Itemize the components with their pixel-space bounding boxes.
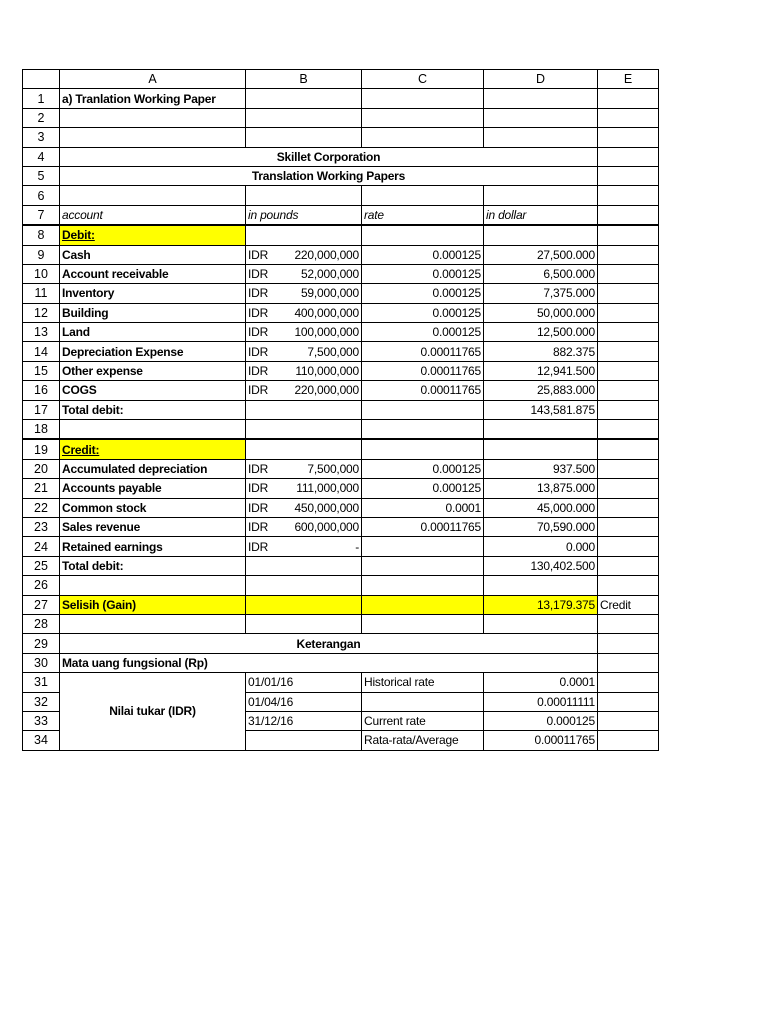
gain-label-cell[interactable]: Selisih (Gain) [60, 595, 246, 614]
amount-cell[interactable] [246, 381, 362, 400]
dollar-cell[interactable]: 12,941.500 [484, 361, 598, 380]
currency-code: IDR [248, 325, 269, 340]
cell[interactable] [598, 439, 659, 459]
sheet-row [23, 420, 659, 440]
row-number[interactable]: 16 [23, 381, 60, 400]
cell[interactable] [598, 225, 659, 245]
account-row [23, 303, 659, 322]
row-number[interactable]: 22 [23, 498, 60, 517]
rate-cell[interactable]: 0.00011765 [362, 517, 484, 536]
cell[interactable] [598, 634, 659, 653]
header-rate[interactable]: rate [362, 205, 484, 225]
cell[interactable] [246, 89, 362, 108]
dollar-cell[interactable]: 6,500.000 [484, 264, 598, 283]
sheet-row [23, 147, 659, 166]
cell[interactable] [484, 576, 598, 595]
sheet-row [23, 634, 659, 653]
debit-rows [23, 245, 659, 400]
cell[interactable] [598, 420, 659, 440]
company-name-cell[interactable]: Skillet Corporation [60, 147, 598, 166]
amount-value: 220,000,000 [294, 247, 359, 262]
amount-cell[interactable] [246, 264, 362, 283]
sheet-row [23, 186, 659, 205]
cell[interactable] [362, 556, 484, 575]
rate-cell[interactable]: 0.000125 [362, 245, 484, 264]
cell[interactable] [246, 186, 362, 205]
dollar-cell[interactable]: 45,000.000 [484, 498, 598, 517]
account-name-cell[interactable]: Building [60, 303, 246, 322]
row-number[interactable]: 31 [23, 673, 60, 692]
total-debit-value[interactable]: 143,581.875 [484, 400, 598, 419]
amount-cell[interactable] [246, 323, 362, 342]
functional-currency-cell[interactable]: Mata uang fungsional (Rp) [60, 653, 598, 672]
rate-value-cell[interactable]: 0.00011765 [484, 731, 598, 750]
row-number[interactable]: 13 [23, 323, 60, 342]
account-name-cell[interactable]: Sales revenue [60, 517, 246, 536]
row-number[interactable]: 12 [23, 303, 60, 322]
rate-cell[interactable]: 0.00011765 [362, 381, 484, 400]
account-row [23, 517, 659, 536]
sheet-row [23, 653, 659, 672]
sheet-row [23, 89, 659, 108]
currency-code: IDR [248, 462, 269, 476]
rate-cell[interactable] [362, 537, 484, 556]
cell[interactable] [362, 128, 484, 147]
dollar-cell[interactable]: 27,500.000 [484, 245, 598, 264]
row-number[interactable]: 18 [23, 420, 60, 440]
cell[interactable] [598, 108, 659, 127]
currency-code: IDR [248, 520, 269, 535]
amount-wrap [248, 323, 359, 341]
amount-cell[interactable] [246, 517, 362, 536]
cell[interactable] [246, 556, 362, 575]
cell[interactable] [598, 400, 659, 419]
row-number[interactable]: 4 [23, 147, 60, 166]
account-name-cell[interactable]: Retained earnings [60, 537, 246, 556]
cell[interactable] [484, 614, 598, 633]
header-account[interactable]: account [60, 205, 246, 225]
account-row [23, 361, 659, 380]
col-header-c[interactable]: C [362, 70, 484, 89]
cell[interactable] [60, 128, 246, 147]
currency-code: IDR [248, 286, 269, 301]
row-number[interactable]: 8 [23, 225, 60, 245]
amount-cell[interactable] [246, 284, 362, 303]
account-row [23, 479, 659, 498]
cell[interactable] [484, 128, 598, 147]
col-header-a[interactable]: A [60, 70, 246, 89]
row-number[interactable]: 33 [23, 711, 60, 730]
cell[interactable] [484, 89, 598, 108]
dollar-cell[interactable]: 7,375.000 [484, 284, 598, 303]
amount-wrap [248, 265, 359, 283]
gain-value-cell[interactable]: 13,179.375 [484, 595, 598, 614]
amount-wrap [248, 479, 359, 497]
currency-code: IDR [248, 500, 269, 515]
cell[interactable] [246, 128, 362, 147]
account-row [23, 381, 659, 400]
cell[interactable] [246, 420, 362, 440]
amount-cell[interactable] [246, 479, 362, 498]
sheet-row [23, 556, 659, 575]
account-name-cell[interactable]: Cash [60, 245, 246, 264]
row-number[interactable]: 21 [23, 479, 60, 498]
cell[interactable] [362, 439, 484, 459]
amount-value: 450,000,000 [294, 500, 359, 515]
credit-rows [23, 459, 659, 556]
amount-value: 7,500,000 [307, 462, 359, 476]
amount-cell[interactable] [246, 537, 362, 556]
gain-side-cell[interactable]: Credit [598, 595, 659, 614]
row-number[interactable]: 20 [23, 459, 60, 478]
cell[interactable] [598, 537, 659, 556]
dollar-cell[interactable]: 50,000.000 [484, 303, 598, 322]
debit-label-cell[interactable]: Debit: [60, 225, 246, 245]
cell[interactable] [598, 673, 659, 692]
dollar-cell[interactable]: 882.375 [484, 342, 598, 361]
row-number[interactable]: 2 [23, 108, 60, 127]
amount-value: 600,000,000 [294, 520, 359, 535]
amount-value: 52,000,000 [300, 267, 359, 282]
row-number[interactable]: 23 [23, 517, 60, 536]
rate-cell[interactable]: 0.000125 [362, 479, 484, 498]
cell[interactable] [598, 517, 659, 536]
rate-cell[interactable]: 0.000125 [362, 459, 484, 478]
amount-wrap [248, 538, 359, 556]
cell[interactable] [362, 89, 484, 108]
row-number[interactable]: 29 [23, 634, 60, 653]
rate-cell[interactable]: 0.00011765 [362, 361, 484, 380]
amount-value: - [355, 539, 359, 554]
row-number[interactable]: 10 [23, 264, 60, 283]
amount-wrap [248, 362, 359, 380]
rate-cell[interactable]: 0.000125 [362, 264, 484, 283]
account-row [23, 459, 659, 478]
account-name-cell[interactable]: Other expense [60, 361, 246, 380]
dollar-cell[interactable]: 13,875.000 [484, 479, 598, 498]
cell[interactable] [598, 147, 659, 166]
amount-wrap [248, 381, 359, 399]
cell[interactable] [60, 108, 246, 127]
amount-wrap [248, 343, 359, 361]
amount-value: 100,000,000 [294, 325, 359, 340]
row-number[interactable]: 30 [23, 653, 60, 672]
rate-cell[interactable]: 0.000125 [362, 284, 484, 303]
cell[interactable] [246, 108, 362, 127]
cell[interactable] [598, 653, 659, 672]
row-number[interactable]: 7 [23, 205, 60, 225]
row-number[interactable]: 26 [23, 576, 60, 595]
cell[interactable] [598, 323, 659, 342]
row-number[interactable]: 34 [23, 731, 60, 750]
cell[interactable] [362, 225, 484, 245]
dollar-cell[interactable]: 25,883.000 [484, 381, 598, 400]
amount-cell[interactable] [246, 459, 362, 478]
cell[interactable] [598, 479, 659, 498]
cell[interactable] [598, 342, 659, 361]
amount-value: 59,000,000 [300, 286, 359, 301]
rate-cell[interactable]: 0.000125 [362, 303, 484, 322]
amount-wrap [248, 499, 359, 517]
cell[interactable] [60, 614, 246, 633]
spreadsheet [22, 69, 659, 751]
cell[interactable] [598, 731, 659, 750]
account-name-cell[interactable]: Accounts payable [60, 479, 246, 498]
sheet-row [23, 400, 659, 419]
dollar-cell[interactable]: 937.500 [484, 459, 598, 478]
credit-label-cell[interactable]: Credit: [60, 439, 246, 459]
amount-value: 220,000,000 [294, 383, 359, 398]
sheet-row [23, 576, 659, 595]
sheet-row [23, 166, 659, 185]
amount-value: 111,000,000 [296, 481, 359, 496]
rate-value-cell[interactable]: 0.000125 [484, 711, 598, 730]
currency-code: IDR [248, 383, 269, 398]
dollar-cell[interactable]: 70,590.000 [484, 517, 598, 536]
cell[interactable] [484, 108, 598, 127]
cell[interactable] [362, 186, 484, 205]
cell[interactable] [598, 576, 659, 595]
cell[interactable] [598, 711, 659, 730]
account-row [23, 342, 659, 361]
currency-code: IDR [248, 305, 269, 320]
rate-label-cell[interactable]: Current rate [362, 711, 484, 730]
row-number[interactable]: 17 [23, 400, 60, 419]
col-header-b[interactable]: B [246, 70, 362, 89]
header-pounds[interactable]: in pounds [246, 205, 362, 225]
col-header-d[interactable]: D [484, 70, 598, 89]
total-debit-label[interactable]: Total debit: [60, 400, 246, 419]
cell[interactable] [598, 556, 659, 575]
amount-cell[interactable] [246, 498, 362, 517]
rate-cell[interactable]: 0.00011765 [362, 342, 484, 361]
amount-cell[interactable] [246, 361, 362, 380]
cell[interactable] [598, 166, 659, 185]
cell[interactable] [598, 186, 659, 205]
header-dollar[interactable]: in dollar [484, 205, 598, 225]
currency-code: IDR [248, 247, 269, 262]
row-number[interactable]: 19 [23, 439, 60, 459]
cell[interactable] [362, 576, 484, 595]
cell[interactable] [484, 420, 598, 440]
amount-value: 110,000,000 [295, 364, 359, 379]
cell[interactable] [246, 400, 362, 419]
rate-date-cell[interactable]: 01/01/16 [246, 673, 362, 692]
row-number[interactable]: 27 [23, 595, 60, 614]
amount-wrap [248, 284, 359, 302]
subtitle-cell[interactable]: Translation Working Papers [60, 166, 598, 185]
cell[interactable] [598, 498, 659, 517]
rate-date-cell[interactable]: 01/04/16 [246, 692, 362, 711]
sheet-row [23, 595, 659, 614]
rate-label-cell[interactable]: Rata-rata/Average [362, 731, 484, 750]
rate-value-cell[interactable]: 0.00011111 [484, 692, 598, 711]
title-cell[interactable]: a) Tranlation Working Paper [60, 89, 246, 108]
col-header-e[interactable]: E [598, 70, 659, 89]
dollar-cell[interactable]: 12,500.000 [484, 323, 598, 342]
cell[interactable] [60, 576, 246, 595]
cell[interactable] [598, 361, 659, 380]
account-row [23, 264, 659, 283]
currency-code: IDR [248, 344, 269, 359]
column-header-row [23, 70, 659, 89]
rate-cell[interactable]: 0.000125 [362, 323, 484, 342]
account-name-cell[interactable]: Depreciation Expense [60, 342, 246, 361]
sheet-row [23, 108, 659, 127]
cell[interactable] [598, 284, 659, 303]
row-number[interactable]: 14 [23, 342, 60, 361]
exchange-rate-rows [23, 673, 659, 751]
cell[interactable] [362, 108, 484, 127]
currency-code: IDR [248, 539, 269, 554]
row-number[interactable]: 25 [23, 556, 60, 575]
cell[interactable] [598, 459, 659, 478]
cell[interactable] [598, 381, 659, 400]
sheet-row [23, 225, 659, 245]
amount-wrap [248, 518, 359, 536]
sheet-row [23, 614, 659, 633]
cell[interactable] [362, 420, 484, 440]
cell[interactable] [484, 186, 598, 205]
cell[interactable] [60, 186, 246, 205]
exchange-label-cell[interactable]: Nilai tukar (IDR) [60, 673, 246, 751]
rate-label-cell[interactable] [362, 692, 484, 711]
cell[interactable] [598, 264, 659, 283]
total-credit-label[interactable]: Total debit: [60, 556, 246, 575]
corner-cell[interactable] [23, 70, 60, 89]
dollar-cell[interactable]: 0.000 [484, 537, 598, 556]
row-number[interactable]: 1 [23, 89, 60, 108]
row-number[interactable]: 5 [23, 166, 60, 185]
cell[interactable] [60, 420, 246, 440]
amount-cell[interactable] [246, 303, 362, 322]
cell[interactable] [362, 400, 484, 419]
currency-code: IDR [248, 267, 269, 282]
cell[interactable] [598, 89, 659, 108]
amount-wrap [248, 460, 359, 478]
cell[interactable] [246, 576, 362, 595]
amount-value: 7,500,000 [307, 344, 359, 359]
row-number[interactable]: 28 [23, 614, 60, 633]
cell[interactable] [246, 439, 362, 459]
cell[interactable] [246, 614, 362, 633]
exchange-rate-row [23, 673, 659, 692]
rate-date-cell[interactable]: 31/12/16 [246, 711, 362, 730]
account-name-cell[interactable]: Inventory [60, 284, 246, 303]
rate-value-cell[interactable]: 0.0001 [484, 673, 598, 692]
account-row [23, 284, 659, 303]
cell[interactable] [246, 225, 362, 245]
account-row [23, 537, 659, 556]
cell[interactable] [598, 692, 659, 711]
cell[interactable] [246, 595, 362, 614]
cell[interactable] [598, 245, 659, 264]
sheet-row [23, 439, 659, 459]
cell[interactable] [598, 614, 659, 633]
currency-code: IDR [248, 364, 269, 379]
row-number[interactable]: 9 [23, 245, 60, 264]
cell[interactable] [362, 595, 484, 614]
row-number[interactable]: 32 [23, 692, 60, 711]
account-name-cell[interactable]: Account receivable [60, 264, 246, 283]
total-credit-value[interactable]: 130,402.500 [484, 556, 598, 575]
cell[interactable] [484, 439, 598, 459]
amount-cell[interactable] [246, 342, 362, 361]
cell[interactable] [598, 205, 659, 225]
row-number[interactable]: 6 [23, 186, 60, 205]
account-name-cell[interactable]: Land [60, 323, 246, 342]
rate-label-cell[interactable]: Historical rate [362, 673, 484, 692]
account-name-cell[interactable]: COGS [60, 381, 246, 400]
row-number[interactable]: 11 [23, 284, 60, 303]
account-row [23, 323, 659, 342]
rate-date-cell[interactable] [246, 731, 362, 750]
account-row [23, 498, 659, 517]
row-number[interactable]: 24 [23, 537, 60, 556]
keterangan-cell[interactable]: Keterangan [60, 634, 598, 653]
sheet-row [23, 205, 659, 225]
currency-code: IDR [248, 481, 269, 496]
account-row [23, 245, 659, 264]
amount-value: 400,000,000 [294, 305, 359, 320]
sheet-row [23, 128, 659, 147]
cell[interactable] [362, 614, 484, 633]
account-name-cell[interactable]: Accumulated depreciation [60, 459, 246, 478]
amount-wrap [248, 304, 359, 322]
row-number[interactable]: 3 [23, 128, 60, 147]
account-name-cell[interactable]: Common stock [60, 498, 246, 517]
amount-wrap [248, 246, 359, 264]
amount-cell[interactable] [246, 245, 362, 264]
rate-cell[interactable]: 0.0001 [362, 498, 484, 517]
row-number[interactable]: 15 [23, 361, 60, 380]
cell[interactable] [484, 225, 598, 245]
cell[interactable] [598, 128, 659, 147]
cell[interactable] [598, 303, 659, 322]
